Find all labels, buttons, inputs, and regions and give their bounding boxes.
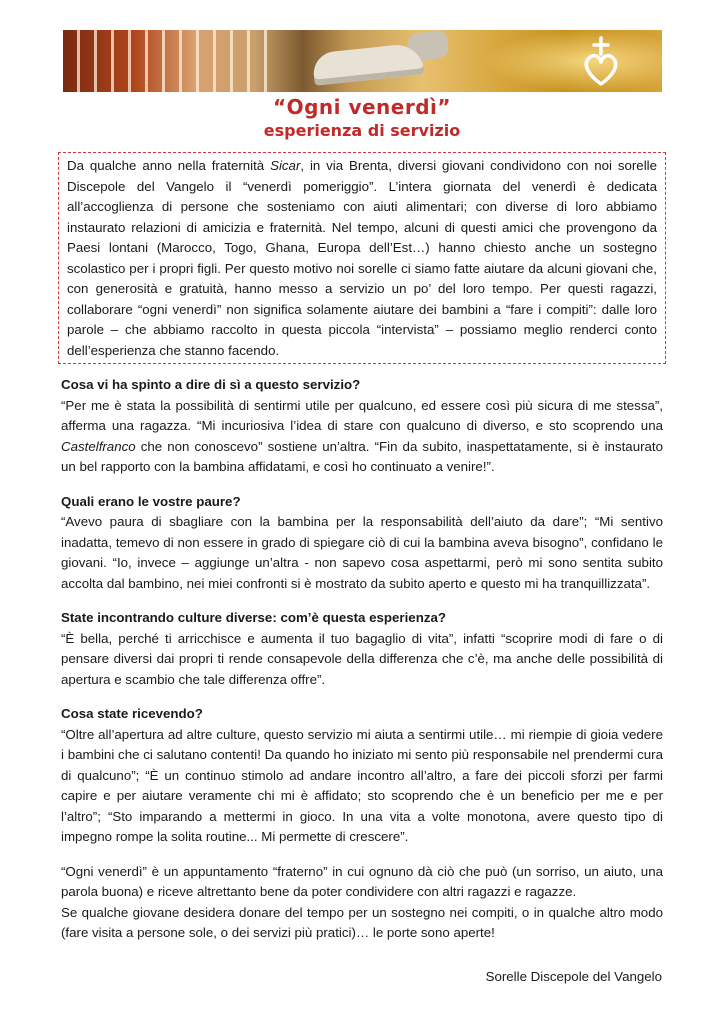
intro-box: [58, 152, 666, 364]
answer: “È bella, perché ti arricchisce e aumenta il tuo bagaglio di vita”, infatti “scoprire modi di fare o di pensare diversi dai propri ti rende consapevole della differenza che c’è, ma anche delle possibilità di apertura e scambio che tale differenza offre”.: [61, 630, 663, 687]
question: State incontrando culture diverse: com’è questa esperienza?: [61, 610, 446, 625]
qa-item: [61, 492, 663, 595]
qa-item: [61, 704, 663, 848]
intro-text-start: Da qualche anno nella fraternità: [67, 158, 271, 173]
answer-text-start: “Per me è stata la possibilità di sentirmi utile per qualcuno, ed essere così più sicura di me stessa”, afferma una ragazza. “Mi incuriosiva l’idea di stare con qualcuno di diverso, e sto scoprendo una: [61, 397, 663, 433]
main-content: [61, 375, 663, 944]
closing-paragraph-1: “Ogni venerdì” è un appuntamento “fraterno” in cui ognuno dà ciò che può (un sorriso, un aiuto, una parola buona) e riceve altrettanto bene da poter condividere con altri ragazzi e ragazze.: [61, 863, 663, 899]
question: Quali erano le vostre paure?: [61, 493, 241, 509]
closing-paragraph-2: Se qualche giovane desidera donare del tempo per un sostegno nei compiti, o in qualche altro modo (fare visita a persone sole, o dei servizi più pratici)… le porte sono aperte!: [61, 904, 663, 940]
answer-place-name: Castelfranco: [61, 438, 136, 454]
question: Cosa state ricevendo?: [61, 706, 203, 721]
cross-heart-logo-icon: [579, 34, 623, 88]
question: Cosa vi ha spinto a dire di sì a questo servizio?: [61, 377, 361, 392]
qa-item: [61, 375, 663, 478]
answer: “Oltre all’apertura ad altre culture, questo servizio mi aiuta a sentirmi utile… mi riempie di gioia vedere i bambini che ci salutano contenti! Da quando ho iniziato mi sento più responsabile nel prendermi cura di qualcuno”; “È un continuo stimolo ad andare incontro all’altro, a fare dei piccoli sforzi per farmi capire e per aiutare veramente chi mi è affidato; sto scoprendo che è un beneficio per me e per l’altro”; “Sto imparando a mettermi in gioco. In una vita a volte monotona, avere questo tipo di impegno rompe la solita routine... Mi permette di crescere”.: [61, 726, 663, 844]
answer: [61, 396, 663, 478]
banner-glow: [483, 30, 662, 92]
answer-text-rest: che non conoscevo” sostiene un’altra. “Fin da subito, inaspettatamente, si è instaurato un bel rapporto con la bambina affidatami, e così ho continuato a venire!”.: [61, 438, 663, 474]
signature: Sorelle Discepole del Vangelo: [485, 969, 662, 984]
intro-place-name: Sicar: [270, 158, 301, 173]
page-subtitle: esperienza di servizio: [263, 121, 461, 140]
page-title: “Ogni venerdì”: [272, 95, 452, 119]
banner-stripes: [63, 30, 278, 92]
header-banner: [63, 30, 662, 92]
title-block: [0, 94, 724, 142]
intro-text-rest: , in via Brenta, diversi giovani condividono con noi sorelle Discepole del Vangelo il “venerdì pomeriggio”. L’intera giornata del venerdì è dedicata all’accoglienza di persone che sosteniamo con aiuti alimentari; con diverse di loro abbiamo instaurato relazioni di amicizia e fraternità. Nel tempo, alcuni di questi amici che provengono da Paesi lontani (Marocco, Togo, Ghana, Europa dell’Est…) hanno chiesto anche un sostegno scolastico per i propri figli. Per questo motivo noi sorelle ci siamo fatte aiutare da alcuni giovani che, con generosità e gratuità, hanno messo a servizio un po’ del loro tempo. Per questi ragazzi, collaborare “ogni venerdì” non significa solamente aiutare dei bambini a “fare i compiti”: dalle loro parole – che abbiamo raccolto in questa piccola “intervista” – possiamo meglio renderci conto dell’esperienza che stanno facendo.: [67, 158, 657, 358]
answer: “Avevo paura di sbagliare con la bambina per la responsabilità dell’aiuto da dare”; “Mi sentivo inadatta, temevo di non essere in grado di spiegare ciò di cui la bambina aveva bisogno”, confidano le giovani. “Io, invece – aggiunge un’altra - non sapevo cosa aspettarmi, però mi sono sentita subito accolta dal bambino, nei miei confronti si è mostrato da subito aperto e questo mi ha tranquillizzata”.: [61, 514, 663, 591]
intro-paragraph: [67, 156, 657, 361]
closing-section: [61, 862, 663, 944]
qa-item: [61, 608, 663, 690]
banner-shoe: [312, 42, 425, 85]
